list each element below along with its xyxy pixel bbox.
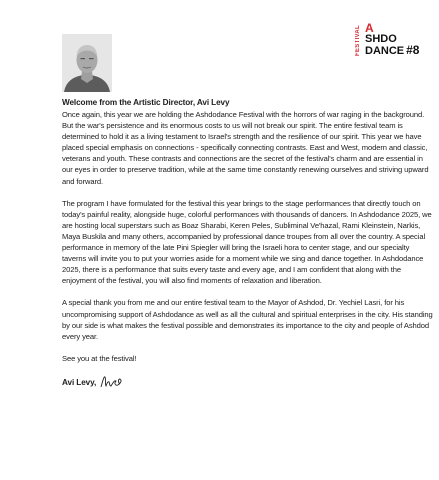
logo-festival-label: FESTIVAL	[355, 25, 361, 56]
letter-closing: See you at the festival!	[62, 353, 137, 363]
signature-block	[62, 374, 434, 388]
signature-name: Avi Levy,	[62, 377, 97, 387]
letter-title: Welcome from the Artistic Director, Avi Levy	[62, 98, 230, 107]
logo-line-dance	[365, 44, 419, 57]
portrait-illustration	[62, 34, 112, 92]
logo-letter-a: A	[365, 21, 374, 35]
logo-dance-text: DANCE	[365, 45, 405, 57]
welcome-letter	[62, 97, 434, 388]
logo-edition-number: #8	[406, 43, 420, 57]
director-portrait	[62, 34, 112, 92]
letter-paragraph-1: Once again, this year we are holding the Ashdodance Festival with the horrors of war raging in the background. But the war's persistence and its enormous costs to us will not break our spirit. The entire festival team is determined to hold it as a living testament to Israel's strength and the resilience of our spirit. This year we have placed special emphasis on connections - specifically connecting contrasts. East and West, modern and classic, veterans and youth. These contrasts and connections are the secret of the festival's charm and are essential in our eyes in order to preserve tradition, while at the same time constantly renewing ourselves and striving upward and forward.	[62, 110, 429, 186]
logo-line-shdo: SHDO	[365, 33, 397, 45]
letter-paragraph-3: A special thank you from me and our entire festival team to the Mayor of Ashdod, Dr. Yechiel Lasri, for his uncompromising support of Ashdodance as well as all the cultural and spiritual enterprises in the city. His standing by our side is what makes the festival possible and demonstrates its importance to the city and people of Ashdod every year.	[62, 298, 433, 341]
handwritten-signature	[99, 374, 125, 388]
letter-paragraph-2: The program I have formulated for the festival this year brings to the stage performances that directly touch on today's painful reality, alongside huge, colorful performances with thousands of dancers. In Ashdodance 2025, we are hosting local superstars such as Boaz Sharabi, Keren Peles, Subliminal Ve'hazal, Rami Kleinstein, Narkis, Maya Buskila and many others, accompanied by professional dance troupes from all over the country. A special performance in memory of the late Pini Spiegler will bring the Israeli hora to center stage, and our specialty taverns will invite you to put your worries aside for a moment while we sing and dance together. In Ashdodance 2025, there is a performance that suits every taste and every age, and I am confident that along with the enjoyment of the festival, you will also find moments of relaxation and liberation.	[62, 198, 432, 286]
ashdodance-logo	[355, 22, 427, 58]
